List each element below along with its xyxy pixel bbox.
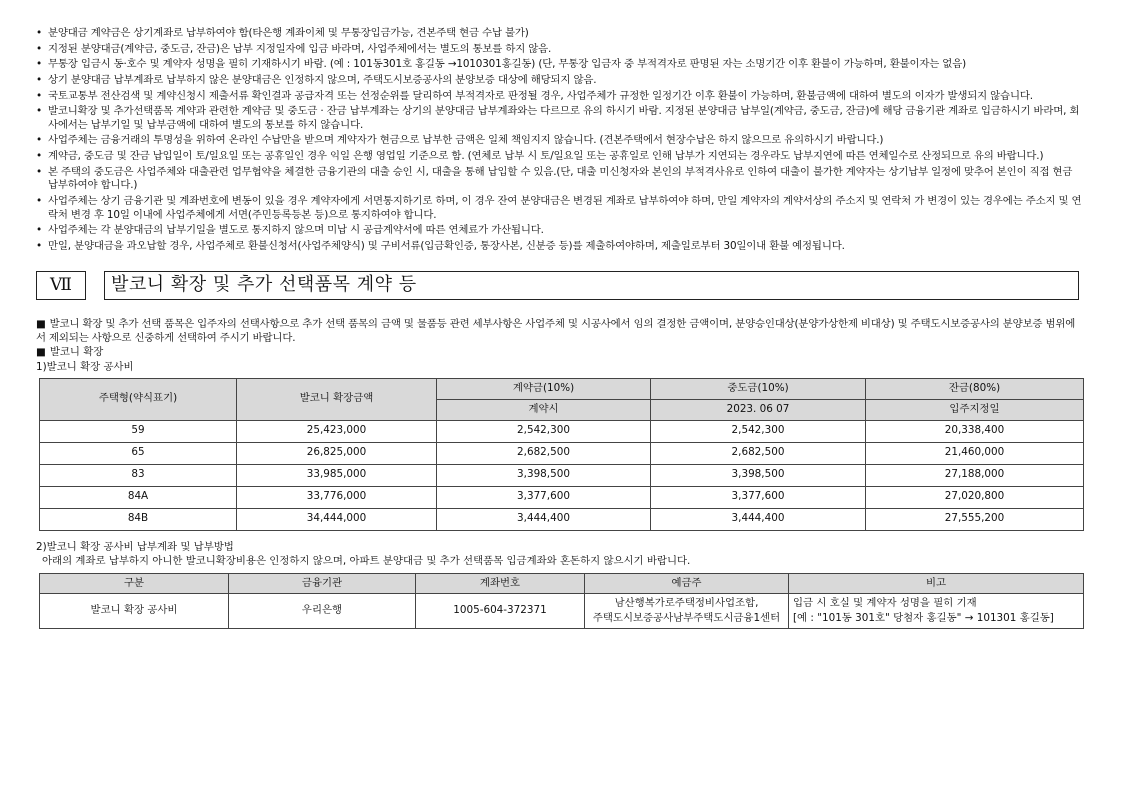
cell-balance: 27,555,200: [866, 508, 1084, 530]
cell-remark: [789, 594, 1084, 629]
table-header-row: [40, 378, 1084, 399]
payment-notice-list: [36, 27, 1085, 254]
cell-type: 59: [40, 420, 237, 442]
cell-balance: 27,188,000: [866, 464, 1084, 486]
col-header-remark: 비고: [789, 574, 1084, 594]
remark-line: [예 : "101동 301호" 당첨자 홍길동" → 101301 홍길동]: [793, 612, 1054, 625]
cell-bank: 우리은행: [229, 594, 416, 629]
intro-paragraph: [36, 318, 1085, 345]
notice-item: • 만일, 분양대금을 과오납할 경우, 사업주체로 환불신청서(사업주체양식) 및 구비서류(입금확인증, 통장사본, 신분증 등)를 제출하여야하며, 제출일로부터 30일이내 환불 예정됩니다.: [36, 240, 1085, 254]
notice-item: • 지정된 분양대금(계약금, 중도금, 잔금)은 납부 지정일자에 입금 바라며, 사업주체에서는 별도의 통보를 하지 않음.: [36, 43, 1085, 57]
table-row: [40, 594, 1084, 629]
cell-mid: 2,542,300: [651, 420, 866, 442]
square-bullet-icon: ■: [36, 346, 46, 359]
cell-type: 84B: [40, 508, 237, 530]
notice-item: • 사업주체는 각 분양대금의 납부기일을 별도로 통지하지 않으며 미납 시 공급계약서에 따른 연체료가 가산됩니다.: [36, 224, 1085, 238]
payment-account-table: [39, 573, 1084, 629]
cell-balance: 27,020,800: [866, 486, 1084, 508]
subheader-deposit: 계약시: [437, 399, 651, 420]
table-header-row: [40, 574, 1084, 594]
notice-item: • 사업주체는 상기 금융기관 및 계좌번호에 변동이 있을 경우 계약자에게 서면통지하기로 하며, 이 경우 잔여 분양대금은 변경된 계좌로 납부하여야 하며, 만일 계약자의 계약서상의 주소지 및 연락처 가 변경이 있는 경우에는 주소지 및 연락처 변경 후 10일 이내에 사업주체에게 서면(주민등록등본 등)으로 통지하여야 합니다.: [36, 195, 1085, 222]
col-header-holder: 예금주: [585, 574, 789, 594]
table-row: [40, 442, 1084, 464]
cell-category: 발코니 확장 공사비: [40, 594, 229, 629]
cell-mid: 3,377,600: [651, 486, 866, 508]
notice-item: • 계약금, 중도금 및 잔금 납입일이 토/일요일 또는 공휴일인 경우 익일 은행 영업일 기준으로 함. (연체로 납부 시 토/일요일 또는 공휴일로 인해 납부가 지연되는 경우라도 납부지연에 따른 연체일수로 산정되므로 유의 바랍니다.): [36, 150, 1085, 164]
cell-mid: 3,444,400: [651, 508, 866, 530]
table-row: [40, 420, 1084, 442]
cell-amount: 34,444,000: [237, 508, 437, 530]
cell-type: 84A: [40, 486, 237, 508]
intro-text: 발코니 확장 및 추가 선택 품목은 입주자의 선택사항으로 추가 선택 품목의 금액 및 물품등 관련 세부사항은 사업주체 및 시공사에서 임의 결정한 금액이며, 분양승인대상(분양가상한제 비대상) 및 주택도시보증공사의 분양보증 범위에서 제외되는 사항으로 신중하게 선택하여 주시기 바랍니다.: [36, 317, 1076, 344]
cell-deposit: 2,682,500: [437, 442, 651, 464]
notice-item: • 사업주체는 금융거래의 투명성을 위하여 온라인 수납만을 받으며 계약자가 현금으로 납부한 금액은 일체 책임지지 않습니다. (견본주택에서 현장수납은 하지 않으므로 유의하시기 바랍니다.): [36, 134, 1085, 148]
table-row: [40, 464, 1084, 486]
cell-balance: 20,338,400: [866, 420, 1084, 442]
cell-mid: 2,682,500: [651, 442, 866, 464]
notice-item: • 발코니확장 및 추가선택품목 계약과 관련한 계약금 및 중도금 · 잔금 납부계좌는 상기의 분양대금 납부계좌와는 다르므로 유의 하시기 바람. 지정된 분양대금 납부일(계약금, 중도금, 잔금)에 해당 금융기관 계좌로 입금하시기 바라며, 회사에서는 납부기일 및 납부금액에 대하여 별도의 통보를 하지 않습니다.: [36, 105, 1085, 132]
square-bullet-icon: ■: [36, 317, 46, 330]
section-title: 발코니 확장 및 추가 선택품목 계약 등: [104, 271, 1079, 300]
table-row: [40, 486, 1084, 508]
sub-heading: [36, 346, 1085, 360]
balcony-cost-table: [39, 378, 1084, 531]
cell-deposit: 3,398,500: [437, 464, 651, 486]
col-header-type: 주택형(약식표기): [40, 378, 237, 420]
notice-item: • 본 주택의 중도금은 사업주체와 대출관련 업무협약을 체결한 금융기관의 대출 승인 시, 대출을 통해 납입할 수 있음.(단, 대출 미신청자와 본인의 부적격사유로 인하여 대출이 불가한 계약자는 상기납부 일정에 맞추어 본인이 직접 현금 납부하여야 합니다.): [36, 166, 1085, 193]
cell-amount: 33,776,000: [237, 486, 437, 508]
cell-amount: 26,825,000: [237, 442, 437, 464]
notice-item: • 국토교통부 전산검색 및 계약신청시 제출서류 확인결과 공급자격 또는 선정순위를 달리하여 부적격자로 판정될 경우, 사업주체가 규정한 일정기간 이후 환불이 가능하며, 환불금액에 대하여 별도의 이자가 발생되지 않습니다.: [36, 90, 1085, 104]
notice-item: • 무통장 입금시 동·호수 및 계약자 성명을 필히 기재하시기 바람. (예 : 101동301호 홍길동 →1010301홍길동) (단, 무통장 입금자 중 부적격자로 판명된 자는 소명기간 이후 환불이 가능하며, 환불이자는 없음): [36, 58, 1085, 72]
col-header-mid: 중도금(10%): [651, 378, 866, 399]
section-number: Ⅶ: [36, 271, 86, 300]
sub2-note: 아래의 계좌로 납부하지 아니한 발코니확장비용은 인정하지 않으며, 아파트 분양대금 및 추가 선택품목 입금계좌와 혼돈하지 않으시기 바랍니다.: [42, 555, 691, 568]
cell-mid: 3,398,500: [651, 464, 866, 486]
cell-account-number: 1005-604-372371: [416, 594, 585, 629]
subheader-balance: 입주지정일: [866, 399, 1084, 420]
cell-amount: 25,423,000: [237, 420, 437, 442]
section-header: [36, 271, 1085, 300]
sub1-title: 1)발코니 확장 공사비: [36, 361, 134, 374]
remark-line: 입금 시 호실 및 계약자 성명을 필히 기재: [793, 597, 977, 610]
cell-deposit: 3,377,600: [437, 486, 651, 508]
col-header-balance: 잔금(80%): [866, 378, 1084, 399]
col-header-deposit: 계약금(10%): [437, 378, 651, 399]
notice-item: • 상기 분양대금 납부계좌로 납부하지 않은 분양대금은 인정하지 않으며, 주택도시보증공사의 분양보증 대상에 해당되지 않음.: [36, 74, 1085, 88]
sub2-title: 2)발코니 확장 공사비 납부계좌 및 납부방법: [36, 540, 234, 553]
notice-item: • 분양대금 계약금은 상기계좌로 납부하여야 함(타은행 계좌이체 및 무통장입금가능, 견본주택 현금 수납 불가): [36, 27, 1085, 41]
subheader-mid: 2023. 06 07: [651, 399, 866, 420]
col-header-amount: 발코니 확장금액: [237, 378, 437, 420]
col-header-category: 구분: [40, 574, 229, 594]
col-header-account: 계좌번호: [416, 574, 585, 594]
cell-type: 83: [40, 464, 237, 486]
cell-balance: 21,460,000: [866, 442, 1084, 464]
cell-type: 65: [40, 442, 237, 464]
col-header-bank: 금융기관: [229, 574, 416, 594]
cell-holder: [585, 594, 789, 629]
sub-heading-text: 발코니 확장: [49, 346, 104, 359]
holder-line: 남산행복가로주택정비사업조합,: [614, 597, 759, 610]
cell-deposit: 3,444,400: [437, 508, 651, 530]
holder-line: 주택도시보증공사남부주택도시금융1센터: [592, 612, 781, 625]
cell-amount: 33,985,000: [237, 464, 437, 486]
cell-deposit: 2,542,300: [437, 420, 651, 442]
table-row: [40, 508, 1084, 530]
